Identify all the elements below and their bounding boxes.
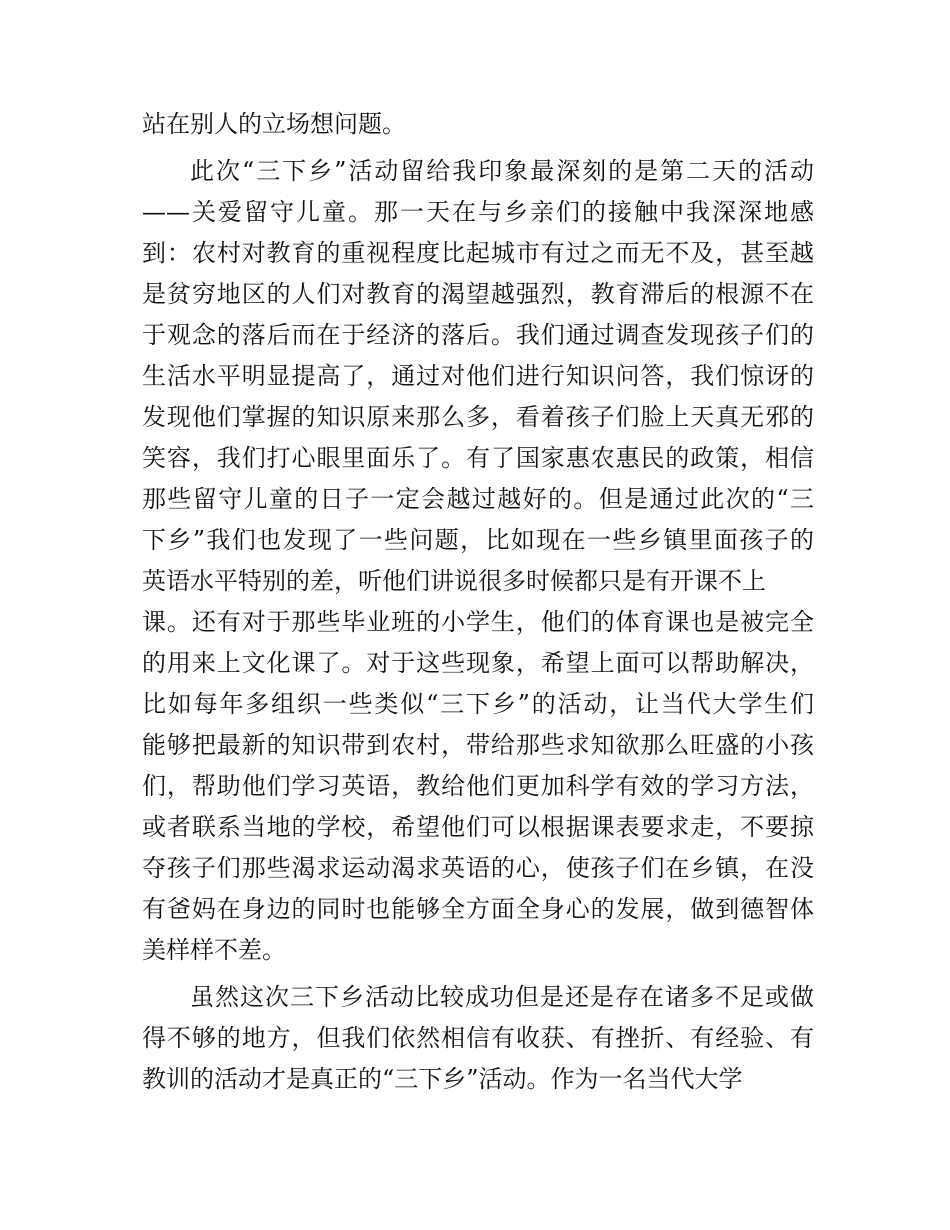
text-line: 教训的活动才是真正的“三下乡”活动。作为一名当代大学: [142, 1065, 743, 1093]
text-line: 此次“三下乡”活动留给我印象最深刻的是第二天的活动: [190, 157, 814, 185]
paragraph: [142, 977, 814, 1100]
paragraph: [142, 104, 814, 145]
text-line: 英语水平特别的差，听他们讲说很多时候都只是有开课不上: [142, 567, 766, 595]
text-line: 生活水平明显提高了，通过对他们进行知识问答，我们惊讶的: [142, 362, 814, 390]
text-line: 能够把最新的知识带到农村，带给那些求知欲那么旺盛的小孩: [142, 731, 814, 759]
text-line: 夺孩子们那些渴求运动渴求英语的心，使孩子们在乡镇，在没: [142, 854, 814, 882]
text-line: 那些留守儿童的日子一定会越过越好的。但是通过此次的“三: [142, 485, 814, 513]
text-line: 笑容，我们打心眼里面乐了。有了国家惠农惠民的政策，相信: [142, 444, 814, 472]
text-line: ——关爱留守儿童。那一天在与乡亲们的接触中我深深地感: [142, 198, 814, 226]
text-line: 虽然这次三下乡活动比较成功但是还是存在诸多不足或做: [190, 983, 814, 1011]
text-line: 站在别人的立场想问题。: [142, 110, 406, 138]
text-line: 到：农村对教育的重视程度比起城市有过之而无不及，甚至越: [142, 239, 814, 267]
document-body: [142, 104, 814, 1100]
text-line: 们，帮助他们学习英语，教给他们更加科学有效的学习方法，: [142, 772, 814, 800]
text-line: 或者联系当地的学校，希望他们可以根据课表要求走，不要掠: [142, 813, 814, 841]
text-line: 于观念的落后而在于经济的落后。我们通过调查发现孩子们的: [142, 321, 814, 349]
paragraph: [142, 151, 814, 971]
text-line: 下乡”我们也发现了一些问题，比如现在一些乡镇里面孩子的: [142, 526, 814, 554]
text-line: 发现他们掌握的知识原来那么多，看着孩子们脸上天真无邪的: [142, 403, 814, 431]
text-line: 美样样不差。: [142, 936, 286, 964]
text-line: 课。还有对于那些毕业班的小学生，他们的体育课也是被完全: [142, 608, 814, 636]
text-line: 是贫穷地区的人们对教育的渴望越强烈，教育滞后的根源不在: [142, 280, 814, 308]
text-line: 比如每年多组织一些类似“三下乡”的活动，让当代大学生们: [142, 690, 814, 718]
text-line: 有爸妈在身边的同时也能够全方面全身心的发展，做到德智体: [142, 895, 814, 923]
text-line: 的用来上文化课了。对于这些现象，希望上面可以帮助解决，: [142, 649, 814, 677]
text-line: 得不够的地方，但我们依然相信有收获、有挫折、有经验、有: [142, 1024, 814, 1052]
